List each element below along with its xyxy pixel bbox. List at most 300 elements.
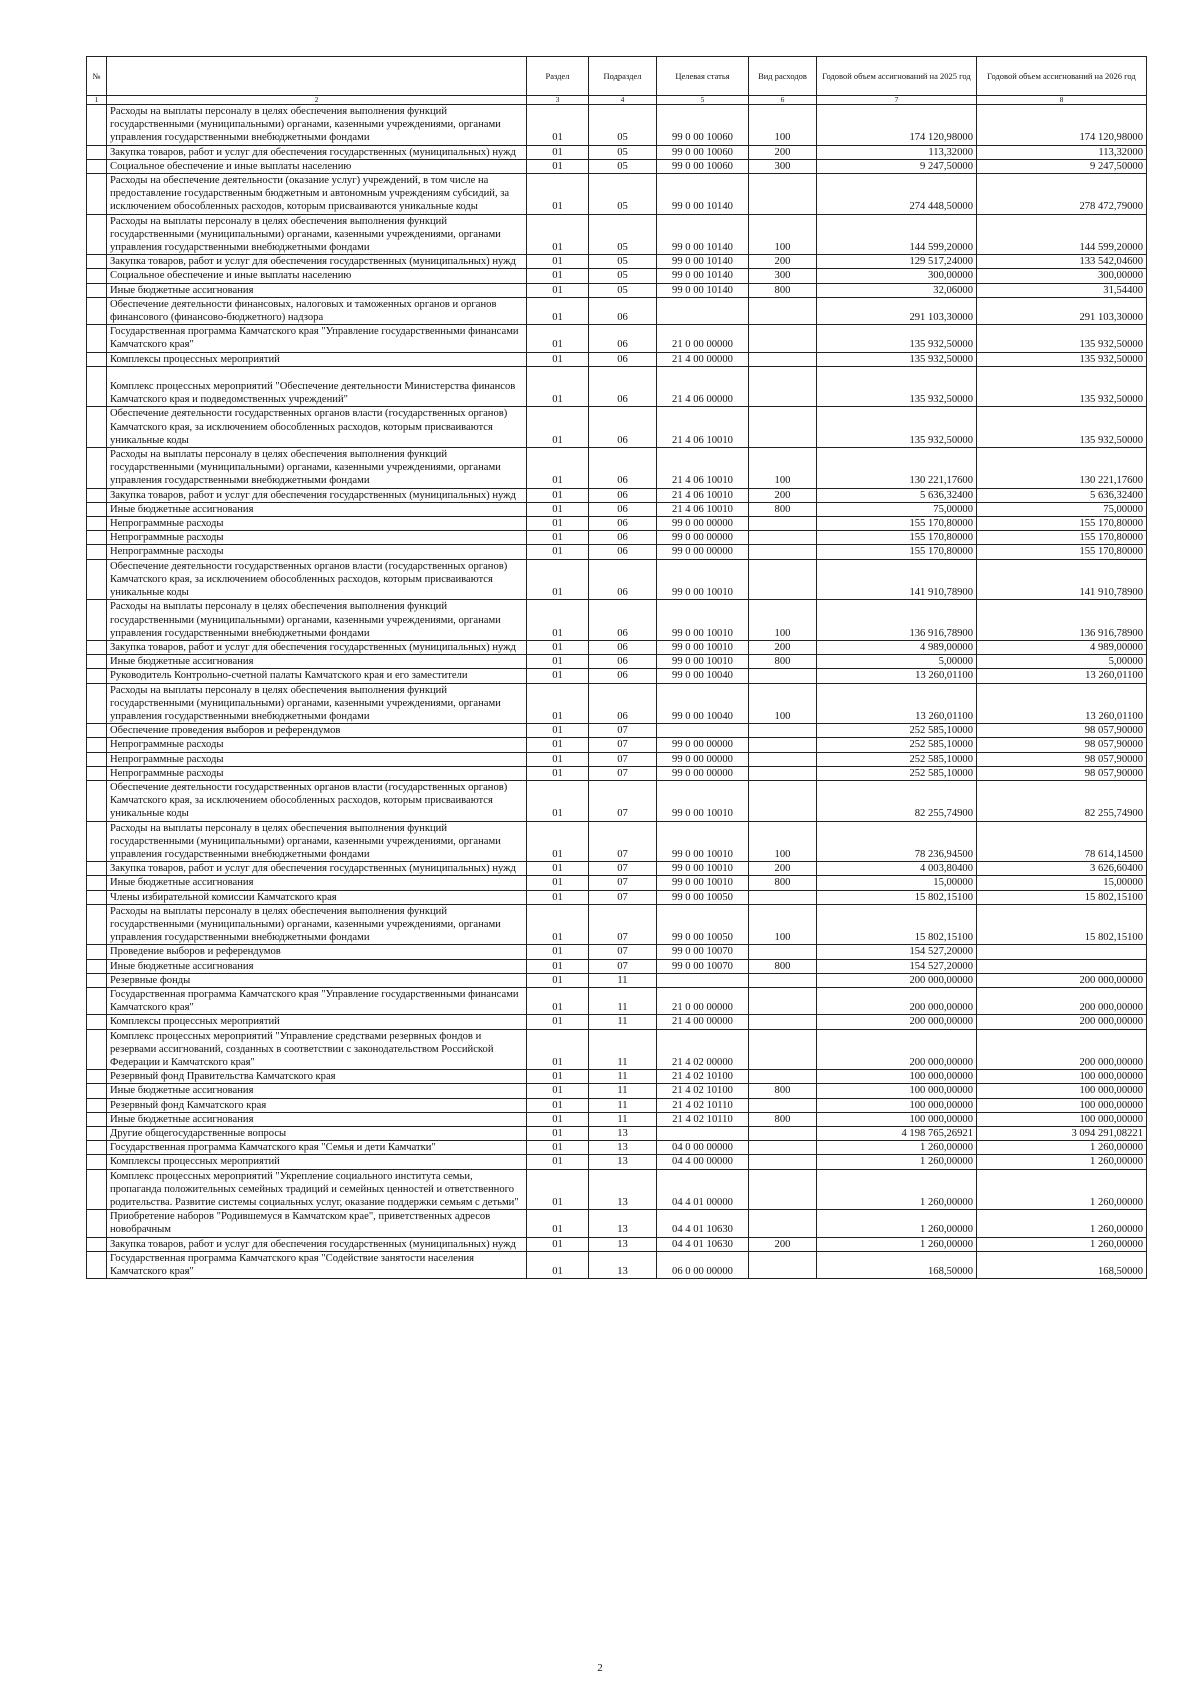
section-code-cell: 01	[527, 559, 589, 600]
target-item-cell: 99 0 00 00000	[657, 738, 749, 752]
table-row	[87, 669, 1147, 683]
subsection-code-cell: 06	[589, 559, 657, 600]
expense-type-cell	[749, 297, 817, 324]
section-code-cell: 01	[527, 752, 589, 766]
subsection-code-cell: 06	[589, 531, 657, 545]
table-row	[87, 724, 1147, 738]
table-row	[87, 1210, 1147, 1237]
expense-type-cell: 800	[749, 655, 817, 669]
table-row	[87, 502, 1147, 516]
subsection-code-cell: 11	[589, 1015, 657, 1029]
volume-2026-cell: 200 000,00000	[977, 973, 1147, 987]
table-row	[87, 1084, 1147, 1098]
table-header-row	[87, 57, 1147, 96]
target-item-cell: 99 0 00 10070	[657, 945, 749, 959]
expense-type-cell: 800	[749, 876, 817, 890]
row-num-cell	[87, 1155, 107, 1169]
table-row	[87, 821, 1147, 862]
expense-name-cell: Расходы на выплаты персоналу в целях обеспечения выполнения функций государственными (муниципальными) органами, казенными учреждениями, органами управления государственными внебюджетными фондами	[107, 904, 527, 945]
section-code-cell: 01	[527, 531, 589, 545]
subsection-code-cell: 05	[589, 145, 657, 159]
volume-2025-cell: 82 255,74900	[817, 780, 977, 821]
subsection-code-cell: 05	[589, 174, 657, 215]
header-section: Раздел	[527, 57, 589, 96]
expense-name-cell: Иные бюджетные ассигнования	[107, 283, 527, 297]
row-num-cell	[87, 352, 107, 366]
expense-type-cell	[749, 517, 817, 531]
target-item-cell: 04 4 01 10630	[657, 1237, 749, 1251]
expense-name-cell: Непрограммные расходы	[107, 545, 527, 559]
target-item-cell: 99 0 00 10050	[657, 904, 749, 945]
target-item-cell: 21 4 00 00000	[657, 352, 749, 366]
volume-2025-cell: 4 989,00000	[817, 640, 977, 654]
volume-2025-cell: 155 170,80000	[817, 545, 977, 559]
volume-2026-cell: 1 260,00000	[977, 1210, 1147, 1237]
expense-name-cell: Обеспечение деятельности государственных органов власти (государственных органов) Камчатского края, за исключением обособленных расходов, которым присваиваются уникальные коды	[107, 407, 527, 448]
target-item-cell: 99 0 00 10010	[657, 780, 749, 821]
row-num-cell	[87, 1015, 107, 1029]
table-row	[87, 752, 1147, 766]
volume-2026-cell: 15,00000	[977, 876, 1147, 890]
expense-name-cell: Расходы на выплаты персоналу в целях обеспечения выполнения функций государственными (муниципальными) органами, казенными учреждениями, органами управления государственными внебюджетными фондами	[107, 105, 527, 146]
row-num-cell	[87, 987, 107, 1014]
target-item-cell: 99 0 00 00000	[657, 766, 749, 780]
expense-name-cell: Непрограммные расходы	[107, 752, 527, 766]
target-item-cell	[657, 973, 749, 987]
subsection-code-cell: 06	[589, 683, 657, 724]
header-subsection: Подраздел	[589, 57, 657, 96]
row-num-cell	[87, 1251, 107, 1278]
expense-type-cell: 300	[749, 159, 817, 173]
expense-name-cell: Комплекс процессных мероприятий "Обеспечение деятельности Министерства финансов Камчатского края и подведомственных учреждений"	[107, 366, 527, 407]
expense-type-cell	[749, 1155, 817, 1169]
row-num-cell	[87, 105, 107, 146]
subsection-code-cell: 05	[589, 214, 657, 255]
expense-name-cell: Иные бюджетные ассигнования	[107, 959, 527, 973]
row-num-cell	[87, 1084, 107, 1098]
volume-2026-cell: 200 000,00000	[977, 1029, 1147, 1070]
target-item-cell: 21 4 06 10010	[657, 448, 749, 489]
header-target-item: Целевая статья	[657, 57, 749, 96]
volume-2025-cell: 4 198 765,26921	[817, 1127, 977, 1141]
subsection-code-cell: 06	[589, 488, 657, 502]
table-row	[87, 325, 1147, 352]
subsection-code-cell: 06	[589, 517, 657, 531]
section-code-cell: 01	[527, 214, 589, 255]
target-item-cell: 99 0 00 00000	[657, 531, 749, 545]
expense-name-cell: Обеспечение деятельности финансовых, налоговых и таможенных органов и органов финансового (финансово-бюджетного) надзора	[107, 297, 527, 324]
volume-2026-cell: 13 260,01100	[977, 683, 1147, 724]
subsection-code-cell: 06	[589, 669, 657, 683]
page-number: 2	[597, 1662, 603, 1674]
row-num-cell	[87, 269, 107, 283]
volume-2026-cell: 9 247,50000	[977, 159, 1147, 173]
target-item-cell: 21 0 00 00000	[657, 987, 749, 1014]
table-row	[87, 738, 1147, 752]
expense-name-cell: Руководитель Контрольно-счетной палаты Камчатского края и его заместители	[107, 669, 527, 683]
expense-name-cell: Проведение выборов и референдумов	[107, 945, 527, 959]
header-volume-2026: Годовой объем ассигнований на 2026 год	[977, 57, 1147, 96]
table-row	[87, 1127, 1147, 1141]
section-code-cell: 01	[527, 297, 589, 324]
target-item-cell: 99 0 00 10010	[657, 876, 749, 890]
column-number: 6	[749, 96, 817, 105]
volume-2025-cell: 135 932,50000	[817, 366, 977, 407]
subsection-code-cell: 11	[589, 1084, 657, 1098]
volume-2026-cell: 135 932,50000	[977, 407, 1147, 448]
section-code-cell: 01	[527, 655, 589, 669]
subsection-code-cell: 07	[589, 738, 657, 752]
volume-2026-cell: 1 260,00000	[977, 1141, 1147, 1155]
section-code-cell: 01	[527, 1070, 589, 1084]
volume-2025-cell: 1 260,00000	[817, 1237, 977, 1251]
table-row	[87, 407, 1147, 448]
volume-2025-cell: 274 448,50000	[817, 174, 977, 215]
section-code-cell: 01	[527, 448, 589, 489]
volume-2025-cell: 5,00000	[817, 655, 977, 669]
volume-2025-cell: 113,32000	[817, 145, 977, 159]
target-item-cell: 99 0 00 10070	[657, 959, 749, 973]
volume-2025-cell: 129 517,24000	[817, 255, 977, 269]
section-code-cell: 01	[527, 973, 589, 987]
expense-type-cell: 200	[749, 255, 817, 269]
volume-2025-cell: 154 527,20000	[817, 945, 977, 959]
table-row	[87, 1141, 1147, 1155]
expense-type-cell	[749, 325, 817, 352]
expense-type-cell	[749, 1141, 817, 1155]
budget-sheet	[86, 56, 1146, 1279]
volume-2026-cell: 200 000,00000	[977, 1015, 1147, 1029]
expense-name-cell: Члены избирательной комиссии Камчатского края	[107, 890, 527, 904]
row-num-cell	[87, 821, 107, 862]
expense-name-cell: Комплексы процессных мероприятий	[107, 1015, 527, 1029]
target-item-cell: 21 4 02 10100	[657, 1070, 749, 1084]
row-num-cell	[87, 1127, 107, 1141]
subsection-code-cell: 06	[589, 366, 657, 407]
section-code-cell: 01	[527, 269, 589, 283]
volume-2025-cell: 168,50000	[817, 1251, 977, 1278]
expense-name-cell: Комплекс процессных мероприятий "Управление средствами резервных фондов и резервами ассигнований, созданных в соответствии с законодательством Российской Федерации и Камчатского края"	[107, 1029, 527, 1070]
volume-2026-cell: 4 989,00000	[977, 640, 1147, 654]
row-num-cell	[87, 945, 107, 959]
row-num-cell	[87, 890, 107, 904]
expense-name-cell: Обеспечение деятельности государственных органов власти (государственных органов) Камчатского края, за исключением обособленных расходов, которым присваиваются уникальные коды	[107, 780, 527, 821]
subsection-code-cell: 06	[589, 502, 657, 516]
expense-type-cell: 100	[749, 821, 817, 862]
expense-type-cell: 300	[749, 269, 817, 283]
expense-type-cell	[749, 174, 817, 215]
target-item-cell	[657, 297, 749, 324]
volume-2026-cell: 155 170,80000	[977, 517, 1147, 531]
expense-type-cell	[749, 780, 817, 821]
volume-2026-cell: 15 802,15100	[977, 904, 1147, 945]
table-row	[87, 1029, 1147, 1070]
table-row	[87, 1112, 1147, 1126]
volume-2025-cell: 32,06000	[817, 283, 977, 297]
table-row	[87, 283, 1147, 297]
table-row	[87, 269, 1147, 283]
row-num-cell	[87, 669, 107, 683]
table-row	[87, 448, 1147, 489]
table-row	[87, 517, 1147, 531]
target-item-cell: 99 0 00 10060	[657, 145, 749, 159]
expense-name-cell: Резервные фонды	[107, 973, 527, 987]
section-code-cell: 01	[527, 545, 589, 559]
expense-name-cell: Комплексы процессных мероприятий	[107, 1155, 527, 1169]
expense-type-cell	[749, 752, 817, 766]
expense-type-cell	[749, 559, 817, 600]
volume-2025-cell: 252 585,10000	[817, 766, 977, 780]
volume-2026-cell: 278 472,79000	[977, 174, 1147, 215]
expense-name-cell: Закупка товаров, работ и услуг для обеспечения государственных (муниципальных) нужд	[107, 862, 527, 876]
expense-type-cell	[749, 724, 817, 738]
target-item-cell: 04 4 01 00000	[657, 1169, 749, 1210]
row-num-cell	[87, 904, 107, 945]
table-row	[87, 1098, 1147, 1112]
table-row	[87, 640, 1147, 654]
expense-name-cell: Государственная программа Камчатского края "Семья и дети Камчатки"	[107, 1141, 527, 1155]
volume-2026-cell: 291 103,30000	[977, 297, 1147, 324]
volume-2025-cell: 141 910,78900	[817, 559, 977, 600]
table-row	[87, 973, 1147, 987]
row-num-cell	[87, 502, 107, 516]
row-num-cell	[87, 145, 107, 159]
expense-name-cell: Обеспечение проведения выборов и референдумов	[107, 724, 527, 738]
row-num-cell	[87, 973, 107, 987]
column-number: 7	[817, 96, 977, 105]
target-item-cell: 99 0 00 10140	[657, 174, 749, 215]
expense-type-cell: 800	[749, 1112, 817, 1126]
expense-type-cell	[749, 738, 817, 752]
row-num-cell	[87, 545, 107, 559]
subsection-code-cell: 13	[589, 1155, 657, 1169]
expense-type-cell	[749, 407, 817, 448]
expense-type-cell	[749, 1098, 817, 1112]
volume-2026-cell: 98 057,90000	[977, 724, 1147, 738]
header-volume-2025: Годовой объем ассигнований на 2025 год	[817, 57, 977, 96]
volume-2026-cell: 113,32000	[977, 145, 1147, 159]
target-item-cell: 99 0 00 10010	[657, 559, 749, 600]
expense-type-cell	[749, 945, 817, 959]
table-row	[87, 1169, 1147, 1210]
subsection-code-cell: 13	[589, 1210, 657, 1237]
section-code-cell: 01	[527, 780, 589, 821]
expense-name-cell: Государственная программа Камчатского края "Управление государственными финансами Камчатского края"	[107, 987, 527, 1014]
target-item-cell	[657, 1127, 749, 1141]
section-code-cell: 01	[527, 517, 589, 531]
section-code-cell: 01	[527, 283, 589, 297]
row-num-cell	[87, 766, 107, 780]
target-item-cell: 99 0 00 10010	[657, 640, 749, 654]
section-code-cell: 01	[527, 105, 589, 146]
expense-name-cell: Социальное обеспечение и иные выплаты населению	[107, 269, 527, 283]
volume-2025-cell: 154 527,20000	[817, 959, 977, 973]
volume-2025-cell: 100 000,00000	[817, 1098, 977, 1112]
volume-2026-cell: 155 170,80000	[977, 531, 1147, 545]
subsection-code-cell: 13	[589, 1251, 657, 1278]
volume-2026-cell: 75,00000	[977, 502, 1147, 516]
table-row	[87, 559, 1147, 600]
expense-name-cell: Иные бюджетные ассигнования	[107, 655, 527, 669]
table-row	[87, 655, 1147, 669]
section-code-cell: 01	[527, 366, 589, 407]
section-code-cell: 01	[527, 724, 589, 738]
volume-2025-cell: 136 916,78900	[817, 600, 977, 641]
volume-2025-cell: 1 260,00000	[817, 1210, 977, 1237]
table-row	[87, 862, 1147, 876]
volume-2025-cell: 135 932,50000	[817, 352, 977, 366]
row-num-cell	[87, 488, 107, 502]
volume-2026-cell: 3 626,60400	[977, 862, 1147, 876]
target-item-cell: 99 0 00 10010	[657, 655, 749, 669]
section-code-cell: 01	[527, 352, 589, 366]
volume-2025-cell: 200 000,00000	[817, 1015, 977, 1029]
volume-2025-cell: 15 802,15100	[817, 904, 977, 945]
subsection-code-cell: 11	[589, 973, 657, 987]
volume-2026-cell: 133 542,04600	[977, 255, 1147, 269]
row-num-cell	[87, 531, 107, 545]
expense-type-cell	[749, 1029, 817, 1070]
column-number: 4	[589, 96, 657, 105]
row-num-cell	[87, 1070, 107, 1084]
target-item-cell: 04 4 00 00000	[657, 1155, 749, 1169]
table-row	[87, 174, 1147, 215]
row-num-cell	[87, 297, 107, 324]
target-item-cell: 99 0 00 10140	[657, 214, 749, 255]
section-code-cell: 01	[527, 1098, 589, 1112]
row-num-cell	[87, 1141, 107, 1155]
volume-2026-cell: 98 057,90000	[977, 752, 1147, 766]
volume-2026-cell	[977, 959, 1147, 973]
table-row	[87, 1015, 1147, 1029]
row-num-cell	[87, 640, 107, 654]
expense-type-cell: 200	[749, 862, 817, 876]
table-row	[87, 545, 1147, 559]
volume-2025-cell: 200 000,00000	[817, 1029, 977, 1070]
header-name	[107, 57, 527, 96]
expense-type-cell: 200	[749, 145, 817, 159]
expense-type-cell	[749, 352, 817, 366]
section-code-cell: 01	[527, 890, 589, 904]
section-code-cell: 01	[527, 821, 589, 862]
row-num-cell	[87, 655, 107, 669]
section-code-cell: 01	[527, 1169, 589, 1210]
target-item-cell: 99 0 00 10040	[657, 669, 749, 683]
subsection-code-cell: 07	[589, 876, 657, 890]
section-code-cell: 01	[527, 904, 589, 945]
volume-2026-cell: 13 260,01100	[977, 669, 1147, 683]
row-num-cell	[87, 1237, 107, 1251]
expense-type-cell	[749, 1169, 817, 1210]
expense-name-cell: Непрограммные расходы	[107, 531, 527, 545]
volume-2025-cell: 100 000,00000	[817, 1084, 977, 1098]
volume-2026-cell: 5,00000	[977, 655, 1147, 669]
row-num-cell	[87, 325, 107, 352]
target-item-cell: 99 0 00 10010	[657, 821, 749, 862]
subsection-code-cell: 13	[589, 1141, 657, 1155]
volume-2025-cell: 1 260,00000	[817, 1155, 977, 1169]
target-item-cell: 99 0 00 10010	[657, 862, 749, 876]
target-item-cell: 21 4 02 10100	[657, 1084, 749, 1098]
expense-name-cell: Закупка товаров, работ и услуг для обеспечения государственных (муниципальных) нужд	[107, 640, 527, 654]
volume-2025-cell: 155 170,80000	[817, 517, 977, 531]
volume-2026-cell: 98 057,90000	[977, 766, 1147, 780]
target-item-cell: 99 0 00 10050	[657, 890, 749, 904]
subsection-code-cell: 05	[589, 105, 657, 146]
row-num-cell	[87, 214, 107, 255]
subsection-code-cell: 11	[589, 1098, 657, 1112]
volume-2026-cell: 5 636,32400	[977, 488, 1147, 502]
row-num-cell	[87, 448, 107, 489]
volume-2026-cell: 100 000,00000	[977, 1070, 1147, 1084]
volume-2025-cell: 252 585,10000	[817, 752, 977, 766]
target-item-cell: 21 4 06 10010	[657, 407, 749, 448]
section-code-cell: 01	[527, 488, 589, 502]
volume-2026-cell: 82 255,74900	[977, 780, 1147, 821]
volume-2026-cell	[977, 945, 1147, 959]
section-code-cell: 01	[527, 945, 589, 959]
volume-2026-cell: 136 916,78900	[977, 600, 1147, 641]
subsection-code-cell: 05	[589, 159, 657, 173]
section-code-cell: 01	[527, 1084, 589, 1098]
expense-type-cell: 200	[749, 1237, 817, 1251]
section-code-cell: 01	[527, 325, 589, 352]
expense-name-cell: Иные бюджетные ассигнования	[107, 876, 527, 890]
volume-2025-cell: 78 236,94500	[817, 821, 977, 862]
subsection-code-cell: 07	[589, 821, 657, 862]
volume-2026-cell: 78 614,14500	[977, 821, 1147, 862]
section-code-cell: 01	[527, 1029, 589, 1070]
target-item-cell: 99 0 00 10060	[657, 159, 749, 173]
expense-name-cell: Расходы на обеспечение деятельности (оказание услуг) учреждений, в том числе на предоставление государственным бюджетным и автономным учреждениям субсидий, за исключением обособленных расходов, которым присваиваются уникальные коды	[107, 174, 527, 215]
section-code-cell: 01	[527, 862, 589, 876]
expense-name-cell: Непрограммные расходы	[107, 766, 527, 780]
table-row	[87, 780, 1147, 821]
target-item-cell: 21 0 00 00000	[657, 325, 749, 352]
expense-name-cell: Непрограммные расходы	[107, 738, 527, 752]
section-code-cell: 01	[527, 174, 589, 215]
column-number: 3	[527, 96, 589, 105]
expense-type-cell: 800	[749, 959, 817, 973]
expense-name-cell: Закупка товаров, работ и услуг для обеспечения государственных (муниципальных) нужд	[107, 1237, 527, 1251]
volume-2025-cell: 13 260,01100	[817, 669, 977, 683]
table-row	[87, 890, 1147, 904]
section-code-cell: 01	[527, 1155, 589, 1169]
volume-2026-cell: 144 599,20000	[977, 214, 1147, 255]
target-item-cell: 21 4 06 00000	[657, 366, 749, 407]
row-num-cell	[87, 780, 107, 821]
subsection-code-cell: 06	[589, 640, 657, 654]
expense-name-cell: Иные бюджетные ассигнования	[107, 1084, 527, 1098]
expense-name-cell: Расходы на выплаты персоналу в целях обеспечения выполнения функций государственными (муниципальными) органами, казенными учреждениями, органами управления государственными внебюджетными фондами	[107, 821, 527, 862]
volume-2026-cell: 3 094 291,08221	[977, 1127, 1147, 1141]
table-row	[87, 959, 1147, 973]
subsection-code-cell: 07	[589, 945, 657, 959]
expense-type-cell: 800	[749, 283, 817, 297]
column-number-row	[87, 96, 1147, 105]
expense-name-cell: Государственная программа Камчатского края "Управление государственными финансами Камчатского края"	[107, 325, 527, 352]
expense-type-cell: 100	[749, 105, 817, 146]
expense-type-cell	[749, 1015, 817, 1029]
target-item-cell: 99 0 00 10140	[657, 269, 749, 283]
expense-type-cell	[749, 1251, 817, 1278]
row-num-cell	[87, 366, 107, 407]
volume-2026-cell: 141 910,78900	[977, 559, 1147, 600]
subsection-code-cell: 05	[589, 269, 657, 283]
section-code-cell: 01	[527, 669, 589, 683]
volume-2025-cell: 15,00000	[817, 876, 977, 890]
table-row	[87, 159, 1147, 173]
